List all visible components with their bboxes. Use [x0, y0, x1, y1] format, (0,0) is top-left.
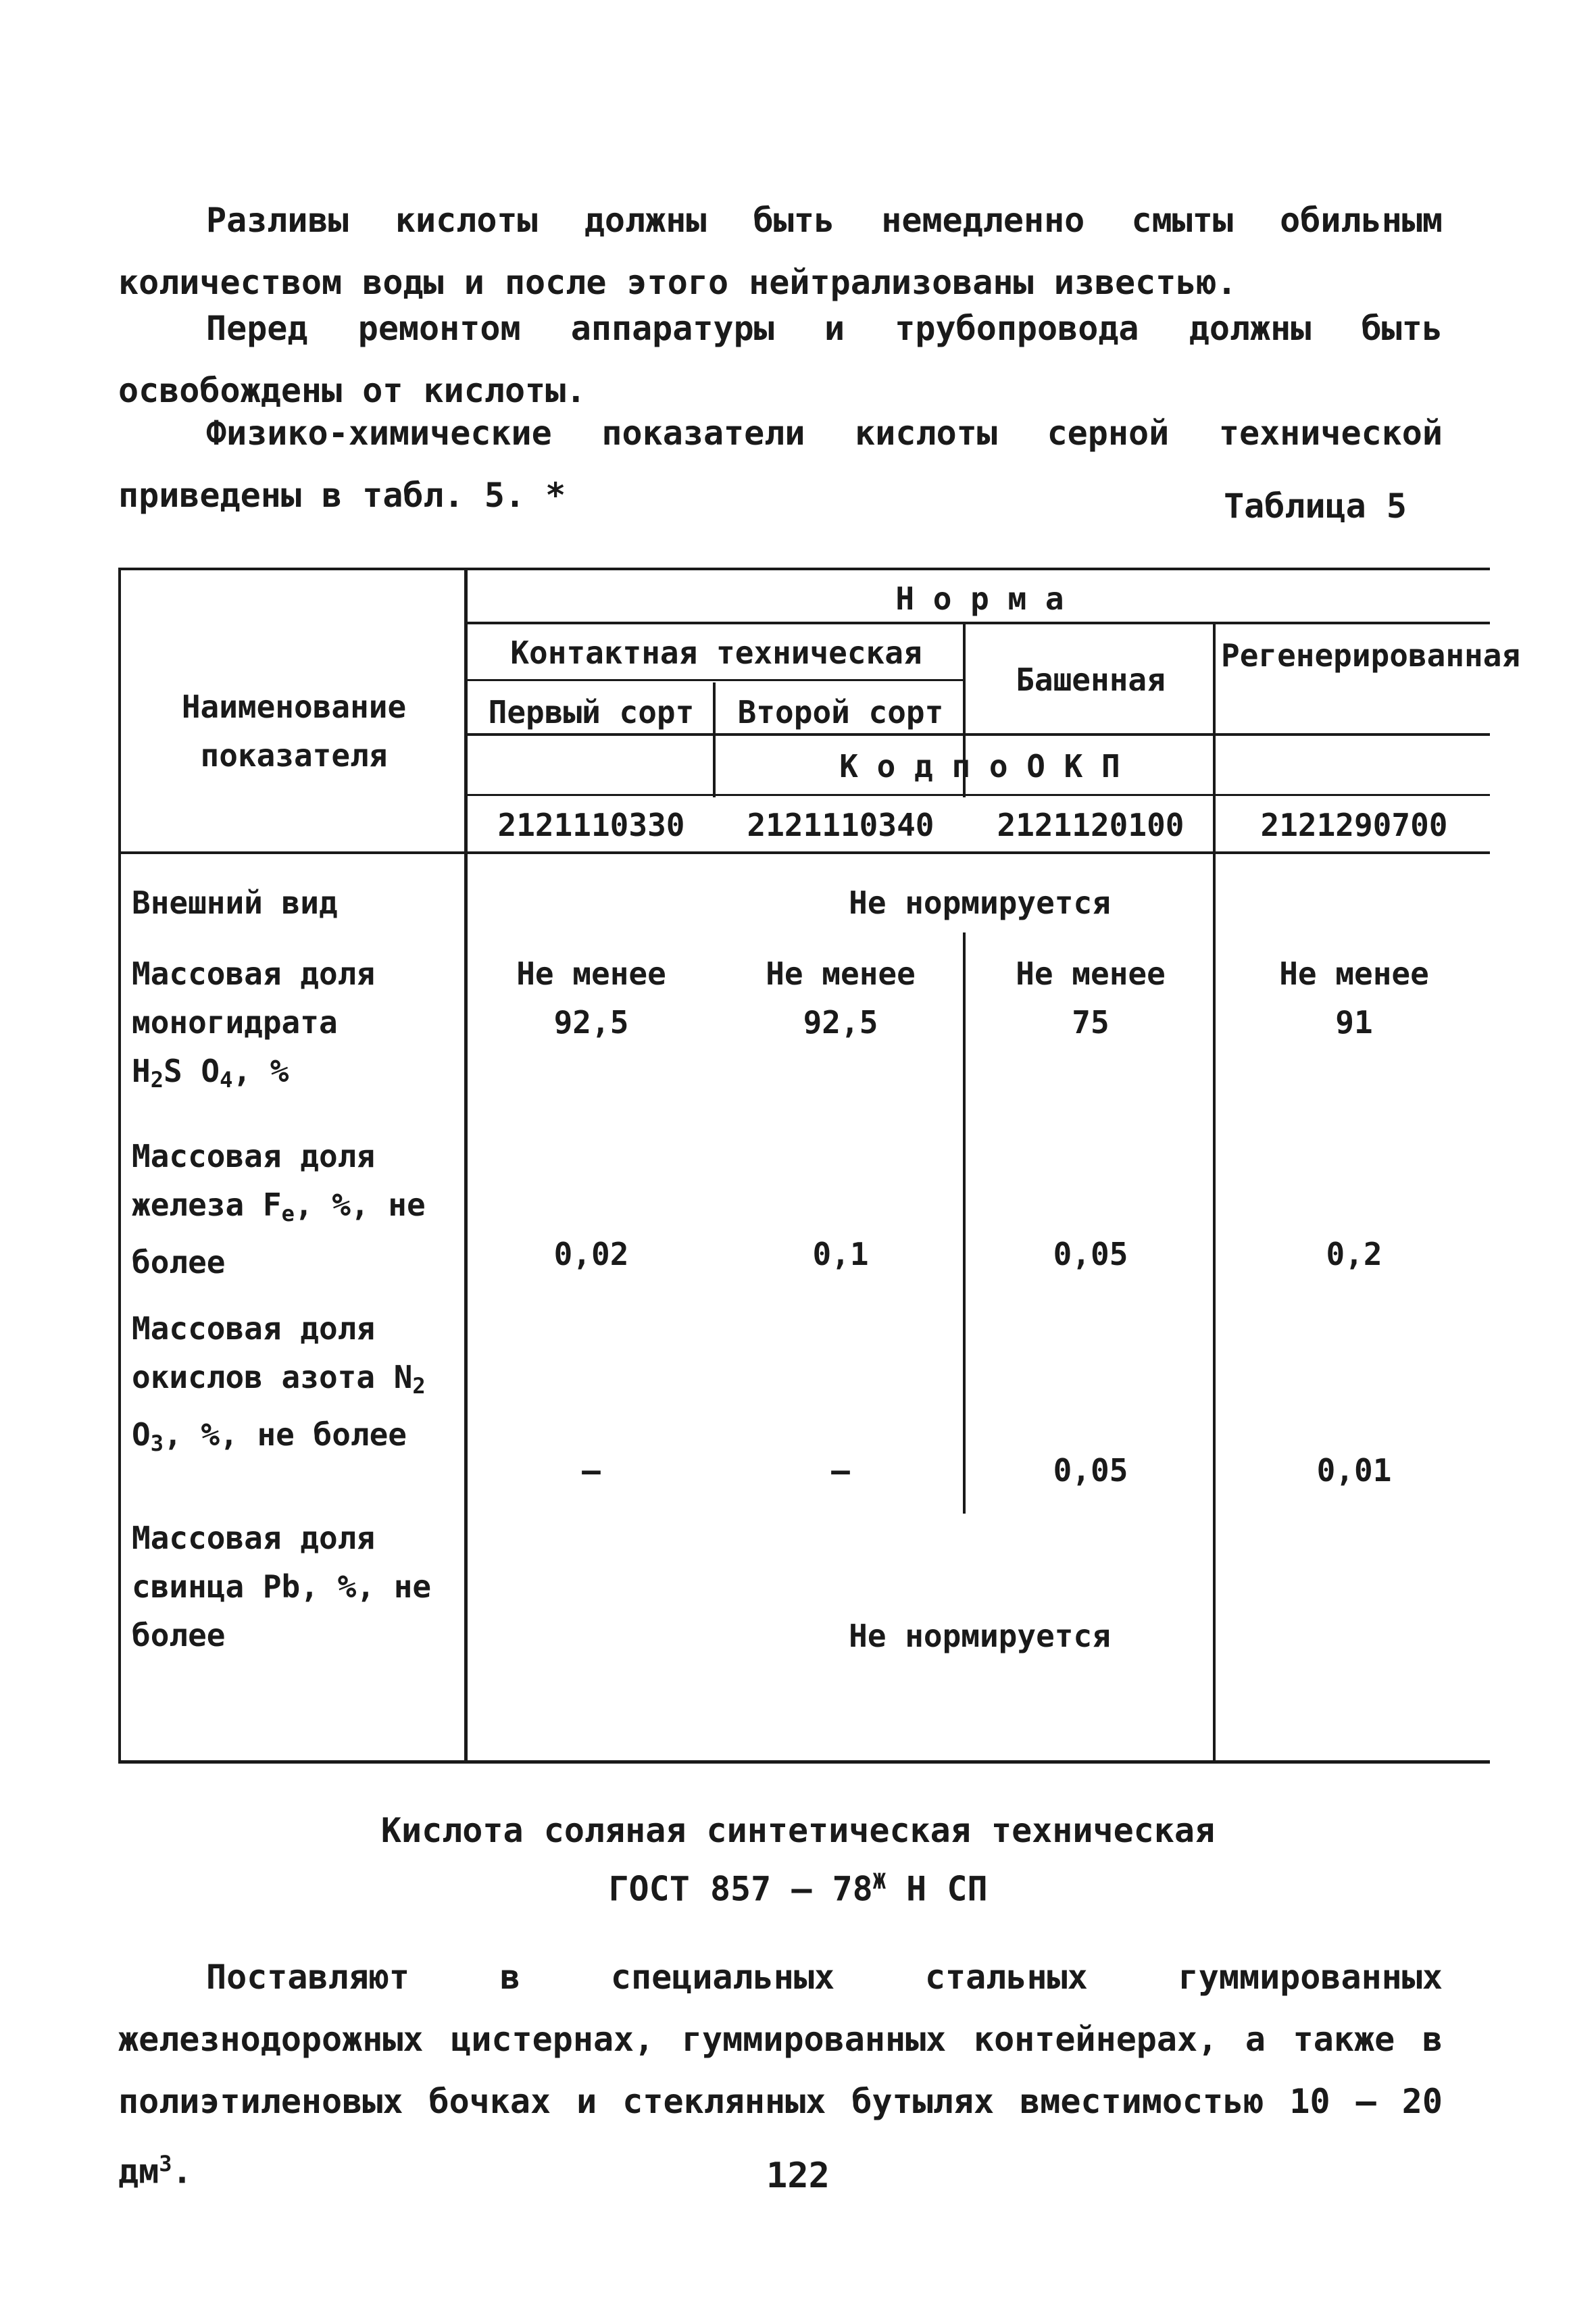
row-appearance-label: Внешний вид — [132, 885, 338, 921]
iron-tower: 0,05 — [1053, 1236, 1128, 1272]
row-iron-label: Массовая доля железа $F_e$, %, не более — [132, 1138, 426, 1280]
nitrogen-second: – — [831, 1452, 850, 1489]
row-lead-value: Не нормируется — [849, 1618, 1111, 1654]
row-lead-label: Массовая доля свинца Pb, %, не более — [132, 1520, 432, 1653]
okp-code-3: 2121120100 — [997, 807, 1184, 843]
regen-header: Регенерированная — [1221, 637, 1521, 674]
column-header-indicator: Наименование показателя — [181, 689, 407, 774]
nitrogen-regen: 0,01 — [1316, 1452, 1392, 1489]
row-appearance-value: Не нормируется — [849, 885, 1111, 921]
paragraph-spills: Разливы кислоты должны быть немедленно смыты обильным количеством воды и после этого нейтрализованы известью. — [118, 201, 1443, 302]
monohydrate-tower: Не менее 75 — [1016, 955, 1166, 1041]
second-grade-header: Второй сорт — [737, 694, 944, 730]
first-grade-header: Первый сорт — [488, 694, 695, 730]
paragraph-delivery: Поставляют в специальных стальных гуммированных железнодорожных цистернах, гуммированных контейнерах, а также в полиэтиленовых бочках и стеклянных бутылях вместимостью 10 – 20 $дм^3$. — [118, 1958, 1443, 2191]
okp-code-2: 2121110340 — [747, 807, 934, 843]
paragraph-table-ref: Физико-химические показатели кислоты серной технической приведены в табл. 5. * — [118, 414, 1443, 515]
table-caption: Таблица 5 — [1224, 487, 1407, 526]
okp-code-1: 2121110330 — [497, 807, 685, 843]
okp-code-4: 2121290700 — [1260, 807, 1448, 843]
okp-header: К о д п о О К П — [839, 748, 1120, 785]
monohydrate-regen: Не менее 91 — [1279, 955, 1429, 1041]
paragraph-repair: Перед ремонтом аппаратуры и трубопровода должны быть освобождены от кислоты. — [118, 309, 1443, 410]
row-monohydrate-name: Массовая доля моногидрата — [132, 955, 376, 1041]
norma-header: Н о р м а — [895, 580, 1064, 617]
tower-header: Башенная — [1016, 662, 1166, 698]
contact-header: Контактная техническая — [510, 634, 922, 671]
section-gost: ГОСТ $857 - 78^Ж$ Н СП — [608, 1868, 988, 1909]
properties-table — [118, 568, 1521, 1764]
page-number: 122 — [766, 2156, 830, 2196]
iron-second: 0,1 — [812, 1236, 869, 1272]
row-nitrogen-label: Массовая доля окислов азота $N_2$ $O_3$, %, не более — [132, 1310, 426, 1456]
iron-first: 0,02 — [553, 1236, 629, 1272]
section-title: Кислота соляная синтетическая техническая — [380, 1811, 1216, 1850]
row-monohydrate-label — [132, 949, 449, 1104]
nitrogen-first: – — [582, 1452, 601, 1489]
monohydrate-second: Не менее 92,5 — [766, 955, 916, 1041]
monohydrate-first: Не менее 92,5 — [516, 955, 666, 1041]
iron-regen: 0,2 — [1326, 1236, 1382, 1272]
formula-h2so4: $H_2S$ $O_4$, % — [132, 1053, 289, 1093]
nitrogen-tower: 0,05 — [1053, 1452, 1128, 1489]
